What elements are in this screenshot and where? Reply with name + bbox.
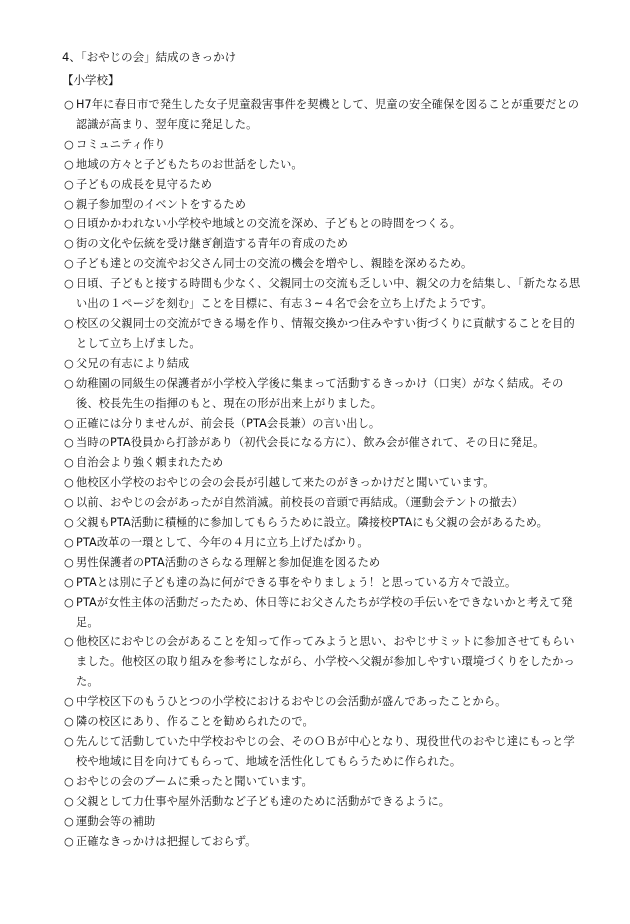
list-item-text: 校区の父親同士の交流ができる場を作り、情報交換かつ住みやすい街づくりに貢献することを目的として立ち上げました。 xyxy=(76,316,575,350)
list-item xyxy=(64,632,584,692)
list-item-text: 正確なきっかけは把握しておらず。 xyxy=(76,834,257,848)
list-item xyxy=(64,175,584,195)
list-item xyxy=(64,812,584,832)
list-item xyxy=(64,513,584,533)
circle-bullet-icon: ○ xyxy=(64,376,74,390)
list-item xyxy=(64,692,584,712)
list-item xyxy=(64,712,584,732)
circle-bullet-icon: ○ xyxy=(64,416,74,430)
reason-list xyxy=(64,95,584,851)
list-item-text: 以前、おやじの会があったが自然消滅。前校長の音頭で再結成。（運動会テントの撤去） xyxy=(76,496,524,510)
list-item-text: PTAとは別に子ども達の為に何ができる事をやりましょう！と思っている方々で設立。 xyxy=(76,575,517,589)
circle-bullet-icon: ○ xyxy=(64,177,74,191)
circle-bullet-icon: ○ xyxy=(64,197,74,211)
list-item xyxy=(64,414,584,434)
list-item xyxy=(64,772,584,792)
list-item-text: 先んじて活動していた中学校おやじの会、そのＯＢが中心となり、現役世代のおやじ達にもっと学校や地域に目を向けてもらって、地域を活性化してもらうために作られた。 xyxy=(76,735,575,768)
list-item xyxy=(64,433,584,453)
circle-bullet-icon: ○ xyxy=(64,575,74,589)
list-item xyxy=(64,314,584,354)
section-heading: 4、「おやじの会」結成のきっかけ xyxy=(62,50,237,64)
list-item xyxy=(64,234,584,254)
circle-bullet-icon: ○ xyxy=(64,535,74,549)
list-item-text: コミュニティ作り xyxy=(76,137,166,151)
circle-bullet-icon: ○ xyxy=(64,555,74,569)
circle-bullet-icon: ○ xyxy=(64,814,74,828)
list-item xyxy=(64,792,584,812)
list-item xyxy=(64,493,584,513)
list-item-text: 街の文化や伝統を受け継ぎ創造する青年の育成のため xyxy=(76,237,349,251)
circle-bullet-icon: ○ xyxy=(64,277,74,291)
list-item xyxy=(64,533,584,553)
circle-bullet-icon: ○ xyxy=(64,137,74,151)
category-label: 【小学校】 xyxy=(62,73,120,87)
circle-bullet-icon: ○ xyxy=(64,516,74,530)
list-item xyxy=(64,573,584,593)
list-item xyxy=(64,195,584,215)
list-item-text: 当時のPTA役員から打診があり（初代会長になる方に）、飲み会が催されて、その日に発足。 xyxy=(76,436,545,450)
list-item xyxy=(64,593,584,633)
circle-bullet-icon: ○ xyxy=(64,794,74,808)
circle-bullet-icon: ○ xyxy=(64,715,74,729)
list-item-text: PTA改革の一環として、今年の４月に立ち上げたばかり。 xyxy=(76,535,369,549)
list-item xyxy=(64,374,584,414)
list-item-text: 自治会より強く頼まれたため xyxy=(76,456,224,470)
list-item-text: 中学校区下のもうひとつの小学校におけるおやじの会活動が盛んであったことから。 xyxy=(76,695,507,709)
circle-bullet-icon: ○ xyxy=(64,217,74,231)
list-item-text: 正確には分りませんが、前会長（PTA会長兼）の言い出し。 xyxy=(76,416,381,430)
list-item xyxy=(64,135,584,155)
circle-bullet-icon: ○ xyxy=(64,456,74,470)
list-item xyxy=(64,354,584,374)
list-item-text: おやじの会のブームに乗ったと聞いています。 xyxy=(76,774,313,788)
list-item-text: 他校区小学校のおやじの会の会長が引越して来たのがきっかけだと聞いています。 xyxy=(76,476,495,490)
list-item xyxy=(64,274,584,314)
list-item-text: 父親もPTA活動に積極的に参加してもらうために設立。隣接校PTAにも父親の会があるため。 xyxy=(76,516,549,530)
list-item-text: 日頃、子どもと接する時間も少なく、父親同士の交流も乏しい中、親父の力を結集し、「新たなる思い出の１ページを刻む」ことを目標に、有志３~４名で会を立ち上げたようです。 xyxy=(76,277,581,311)
list-item xyxy=(64,473,584,493)
circle-bullet-icon: ○ xyxy=(64,834,74,848)
circle-bullet-icon: ○ xyxy=(64,237,74,251)
circle-bullet-icon: ○ xyxy=(64,436,74,450)
list-item xyxy=(64,553,584,573)
circle-bullet-icon: ○ xyxy=(64,316,74,330)
circle-bullet-icon: ○ xyxy=(64,774,74,788)
list-item-text: 子どもの成長を見守るため xyxy=(76,177,213,191)
list-item-text: 地域の方々と子どもたちのお世話をしたい。 xyxy=(76,157,303,171)
list-item-text: 運動会等の補助 xyxy=(76,814,156,828)
list-item-text: 他校区におやじの会があることを知って作ってみようと思い、おやじサミットに参加させてもらいました。他校区の取り組みを参考にしながら、小学校へ父親が参加しやすい環境づくりをしたかった。 xyxy=(76,635,575,689)
list-item xyxy=(64,732,584,772)
list-item-text: 子ども達との交流やお父さん同士の交流の機会を増やし、親睦を深めるため。 xyxy=(76,257,473,271)
circle-bullet-icon: ○ xyxy=(64,476,74,490)
list-item xyxy=(64,214,584,234)
circle-bullet-icon: ○ xyxy=(64,257,74,271)
list-item-text: H7年に春日市で発生した女子児童殺害事件を契機として、児童の安全確保を図ることが重要だとの認識が高まり、翌年度に発足した。 xyxy=(76,98,580,131)
list-item-text: 父親として力仕事や屋外活動など子ども達のために活動ができるように。 xyxy=(76,794,451,808)
circle-bullet-icon: ○ xyxy=(64,98,74,111)
list-item xyxy=(64,254,584,274)
circle-bullet-icon: ○ xyxy=(64,595,74,609)
list-item xyxy=(64,95,584,135)
list-item-text: 男性保護者のPTA活動のさらなる理解と参加促進を図るため xyxy=(76,555,381,569)
circle-bullet-icon: ○ xyxy=(64,157,74,171)
circle-bullet-icon: ○ xyxy=(64,496,74,510)
list-item xyxy=(64,832,584,852)
list-item-text: 幼稚園の同級生の保護者が小学校入学後に集まって活動するきっかけ（口実）がなく結成。その後、校長先生の指揮のもと、現在の形が出来上がりました。 xyxy=(76,376,564,410)
list-item-text: PTAが女性主体の活動だったため、休日等にお父さんたちが学校の手伝いをできないかと考えて発足。 xyxy=(76,595,573,629)
list-item xyxy=(64,155,584,175)
list-item-text: 親子参加型のイベントをするため xyxy=(76,197,247,211)
list-item-text: 隣の校区にあり、作ることを勧められたので。 xyxy=(76,715,314,729)
circle-bullet-icon: ○ xyxy=(64,635,74,649)
list-item-text: 日頃かかわれない小学校や地域との交流を深め、子どもとの時間をつくる。 xyxy=(76,217,462,231)
circle-bullet-icon: ○ xyxy=(64,695,74,709)
circle-bullet-icon: ○ xyxy=(64,735,74,748)
list-item xyxy=(64,453,584,473)
circle-bullet-icon: ○ xyxy=(64,356,74,370)
list-item-text: 父兄の有志により結成 xyxy=(76,356,190,370)
